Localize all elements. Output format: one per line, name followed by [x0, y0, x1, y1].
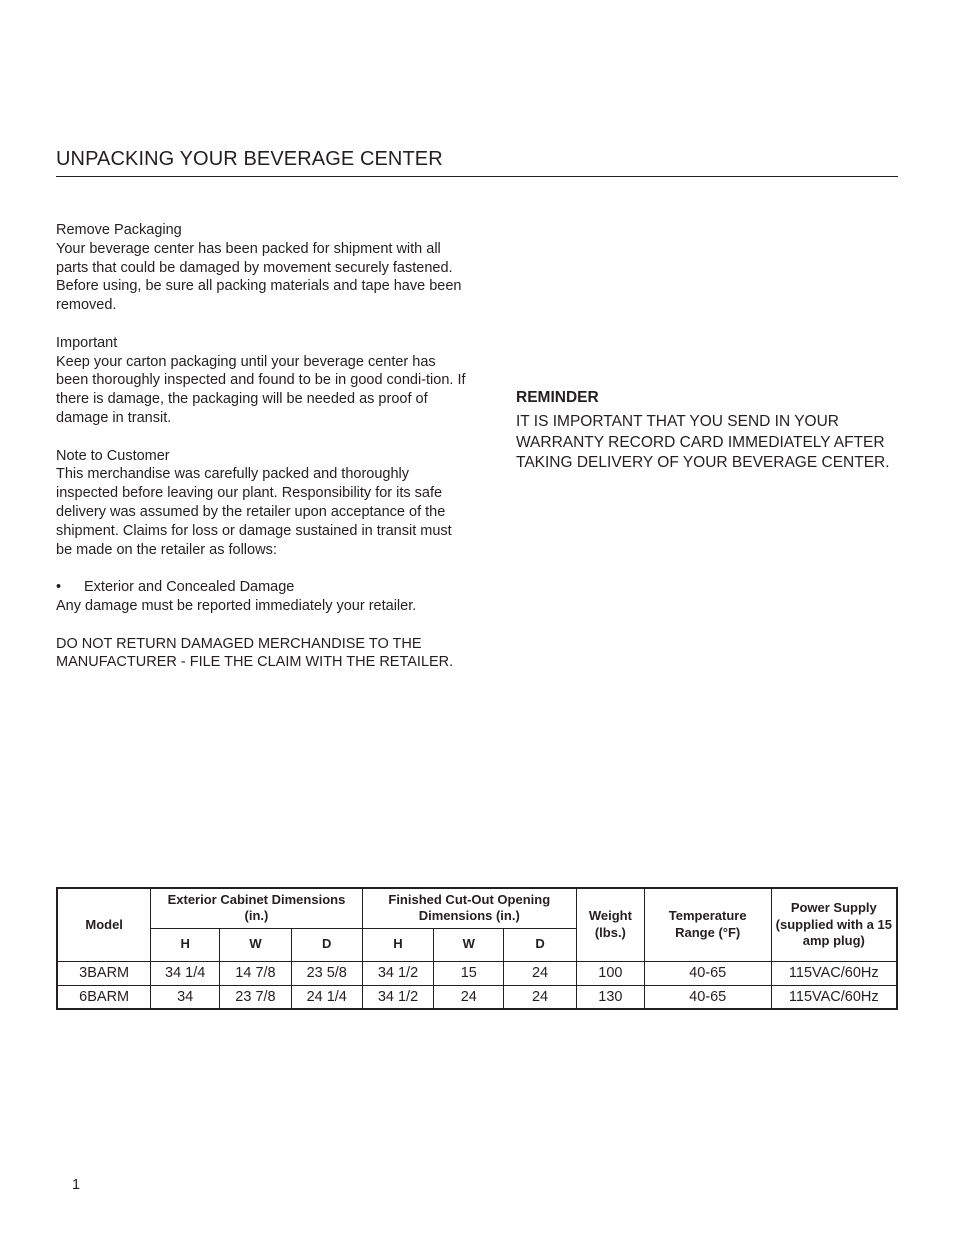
- important-section: [56, 334, 466, 428]
- table-cell: 100: [576, 961, 644, 985]
- bullet-icon: •: [56, 579, 62, 596]
- header-exterior-h: H: [151, 928, 220, 961]
- table-cell: 15: [434, 961, 504, 985]
- note-text: This merchandise was carefully packed and thoroughly inspected before leaving our plant. Responsibility for its safe delivery was assumed by the retailer upon acceptance of the shipment. Claims for loss or damage sustained in transit must be made on the retailer as follows:: [56, 466, 452, 558]
- table-cell: 24: [434, 985, 504, 1009]
- table-row: [57, 985, 897, 1009]
- table-cell: 24: [504, 961, 577, 985]
- important-heading: Important: [56, 334, 118, 351]
- header-exterior-dimensions: Exterior Cabinet Dimensions (in.): [151, 888, 362, 928]
- bullet-item-text: Exterior and Concealed Damage: [84, 579, 295, 596]
- table-cell: 34 1/2: [362, 961, 434, 985]
- table-cell: 23 7/8: [220, 985, 292, 1009]
- table-row: [57, 961, 897, 985]
- damage-text: Any damage must be reported immediately your retailer.: [56, 597, 417, 614]
- header-temperature: Temperature Range (°F): [644, 888, 771, 961]
- header-cutout-dimensions: Finished Cut-Out Opening Dimensions (in.): [362, 888, 576, 928]
- header-exterior-w: W: [220, 928, 292, 961]
- unpacking-instructions: [56, 221, 466, 691]
- table-cell: 34: [151, 985, 220, 1009]
- remove-packaging-section: [56, 221, 466, 315]
- specifications-table: [56, 887, 898, 1010]
- table-cell: 14 7/8: [220, 961, 292, 985]
- reminder-heading: REMINDER: [516, 389, 599, 406]
- page-title: UNPACKING YOUR BEVERAGE CENTER: [56, 146, 898, 177]
- header-power-supply: Power Supply (supplied with a 15 amp plug): [771, 888, 897, 961]
- header-cutout-h: H: [362, 928, 434, 961]
- bullet-item: [56, 578, 466, 597]
- remove-packaging-heading: Remove Packaging: [56, 222, 182, 238]
- table-cell: 6BARM: [57, 985, 151, 1009]
- header-cutout-d: D: [504, 928, 577, 961]
- header-exterior-d: D: [291, 928, 362, 961]
- table-header-row: [57, 888, 897, 928]
- header-model: Model: [57, 888, 151, 961]
- header-weight: Weight (lbs.): [576, 888, 644, 961]
- table-cell: 24: [504, 985, 577, 1009]
- table-cell: 130: [576, 985, 644, 1009]
- reminder-text: IT IS IMPORTANT THAT YOU SEND IN YOUR WARRANTY RECORD CARD IMMEDIATELY AFTER TAKING DELIVERY OF YOUR BEVERAGE CENTER.: [516, 413, 890, 471]
- warning-text: DO NOT RETURN DAMAGED MERCHANDISE TO THE MANUFACTURER - FILE THE CLAIM WITH THE RETAILER.: [56, 635, 454, 671]
- table-cell: 115VAC/60Hz: [771, 985, 897, 1009]
- note-section: [56, 447, 466, 560]
- table-cell: 115VAC/60Hz: [771, 961, 897, 985]
- table-cell: 40-65: [644, 985, 771, 1009]
- table-cell: 23 5/8: [291, 961, 362, 985]
- table-cell: 34 1/2: [362, 985, 434, 1009]
- table-cell: 3BARM: [57, 961, 151, 985]
- remove-packaging-text: Your beverage center has been packed for shipment with all parts that could be damaged by movement securely fastened. Before using, be sure all packing materials and tape have been removed.: [56, 240, 462, 314]
- table-cell: 34 1/4: [151, 961, 220, 985]
- important-text: Keep your carton packaging until your beverage center has been thoroughly inspected and found to be in good condi-tion. If there is damage, the packaging will be needed as proof of damage in transit.: [56, 353, 466, 426]
- damage-section: [56, 578, 466, 616]
- reminder-box: [516, 388, 906, 474]
- table-cell: 40-65: [644, 961, 771, 985]
- page-number: 1: [72, 1177, 81, 1193]
- table-cell: 24 1/4: [291, 985, 362, 1009]
- note-heading: Note to Customer: [56, 447, 170, 464]
- header-cutout-w: W: [434, 928, 504, 961]
